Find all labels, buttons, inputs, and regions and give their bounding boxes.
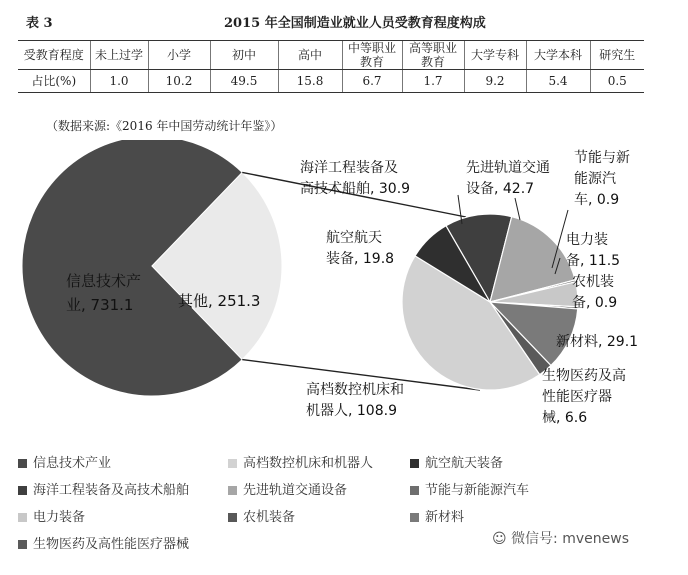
table-value-cell: 5.4	[526, 70, 590, 93]
table-header-cell: 大学专科	[464, 41, 526, 70]
legend-label: 农机装备	[243, 510, 296, 525]
table-value-cell: 9.2	[464, 70, 526, 93]
legend-item	[228, 506, 295, 525]
table-number: 表 3	[26, 16, 53, 31]
legend-label: 新材料	[425, 510, 465, 525]
legend-item	[228, 479, 347, 498]
table-header-cell: 受教育程度	[18, 41, 90, 70]
legend-swatch	[410, 486, 419, 495]
data-label-breakdown-2: 节能与新能源汽车, 0.9	[574, 150, 630, 208]
table-header-cell: 高中	[278, 41, 342, 70]
data-label-breakdown-6: 生物医药及高性能医疗器械, 6.6	[542, 368, 626, 426]
data-label-other: 其他, 251.3	[178, 292, 261, 310]
legend-swatch	[410, 459, 419, 468]
table-heading	[14, 10, 664, 34]
legend-label: 信息技术产业	[33, 456, 112, 471]
legend-swatch	[228, 513, 237, 522]
legend-label: 高档数控机床和机器人	[243, 456, 374, 471]
table-title: 2015 年全国制造业就业人员受教育程度构成	[224, 16, 486, 31]
data-label-breakdown-7: 高档数控机床和机器人, 108.9	[306, 382, 404, 419]
table-value-row	[18, 70, 644, 93]
table-header-cell: 小学	[148, 41, 210, 70]
legend-swatch	[228, 459, 237, 468]
data-label-breakdown-8: 航空航天装备, 19.8	[326, 230, 395, 267]
table-value-cell: 1.0	[90, 70, 148, 93]
legend-label: 航空航天装备	[425, 456, 504, 471]
wechat-icon: ☺	[492, 531, 507, 547]
data-label-information-technology: 信息技术产业, 731.1	[66, 272, 142, 314]
watermark-text: 微信号: mvenews	[511, 531, 629, 547]
data-source-note: （数据来源:《2016 年中国劳动统计年鉴》）	[46, 119, 283, 133]
table-header-cell: 研究生	[590, 41, 644, 70]
legend-item	[18, 452, 111, 471]
table-value-cell: 6.7	[342, 70, 402, 93]
legend-item	[18, 533, 189, 552]
legend-swatch	[410, 513, 419, 522]
data-label-breakdown-1: 先进轨道交通设备, 42.7	[466, 160, 550, 197]
table-header-cell: 中等职业 教育	[342, 41, 402, 70]
table-row-label: 占比(%)	[18, 70, 90, 93]
education-table	[18, 40, 644, 93]
legend-label: 先进轨道交通设备	[243, 483, 348, 498]
legend-item	[18, 479, 189, 498]
legend-item	[410, 479, 529, 498]
table-value-cell: 0.5	[590, 70, 644, 93]
legend-swatch	[228, 486, 237, 495]
legend-swatch	[18, 459, 27, 468]
data-label-breakdown-3: 电力装备, 11.5	[566, 232, 621, 269]
legend-label: 节能与新能源汽车	[425, 483, 530, 498]
legend-item	[228, 452, 373, 471]
legend-swatch	[18, 486, 27, 495]
legend-swatch	[18, 513, 27, 522]
leader-line-rail	[515, 198, 520, 220]
table-value-cell: 1.7	[402, 70, 464, 93]
table-header-cell: 未上过学	[90, 41, 148, 70]
legend-label: 电力装备	[33, 510, 86, 525]
data-label-breakdown-4: 农机装备, 0.9	[572, 274, 618, 311]
table-value-cell: 15.8	[278, 70, 342, 93]
legend-label: 生物医药及高性能医疗器械	[33, 537, 190, 552]
legend-item	[410, 452, 503, 471]
table-header-row	[18, 41, 644, 70]
legend-label: 海洋工程装备及高技术船舶	[33, 483, 190, 498]
legend-item	[410, 506, 464, 525]
data-label-breakdown-5: 新材料, 29.1	[556, 334, 639, 350]
wechat-watermark	[492, 528, 629, 548]
table-header-cell: 大学本科	[526, 41, 590, 70]
table-value-cell: 49.5	[210, 70, 278, 93]
table-header-cell: 高等职业 教育	[402, 41, 464, 70]
data-label-breakdown-0: 海洋工程装备及高技术船舶, 30.9	[300, 160, 411, 197]
pie-chart	[0, 140, 688, 450]
legend-item	[18, 506, 85, 525]
legend-swatch	[18, 540, 27, 549]
table-header-cell: 初中	[210, 41, 278, 70]
table-value-cell: 10.2	[148, 70, 210, 93]
